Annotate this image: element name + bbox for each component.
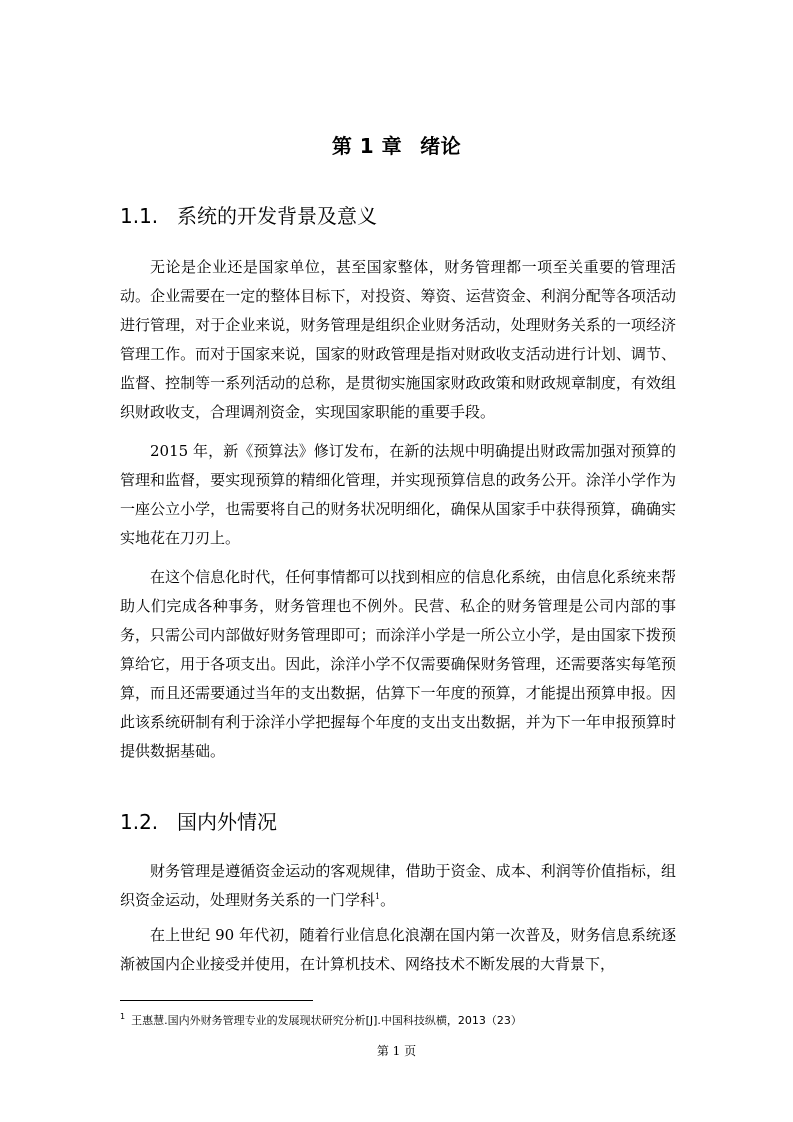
section-heading-1-1 bbox=[120, 200, 377, 229]
footnote-reference[interactable]: 1 bbox=[375, 892, 381, 901]
footnote-divider bbox=[120, 1000, 313, 1001]
paragraph-end: 。 bbox=[380, 891, 396, 909]
chapter-title bbox=[0, 130, 793, 159]
body-paragraph: 无论是企业还是国家单位，甚至国家整体，财务管理都一项至关重要的管理活动。企业需要在一定的整体目标下，对投资、筹资、运营资金、利润分配等各项活动进行管理，对于企业来说，财务管理是组织企业财务活动，处理财务关系的一项经济管理工作。而对于国家来说，国家的财政管理是指对财政收支活动进行计划、调节、监督、控制等一系列活动的总称，是贯彻实施国家财政政策和财政规章制度，有效组织财政收支，合理调剂资金，实现国家职能的重要手段。 bbox=[120, 258, 676, 421]
section-title: 系统的开发背景及意义 bbox=[177, 204, 377, 228]
section-number: 1.2. bbox=[120, 810, 159, 834]
body-paragraph: 2015 年，新《预算法》修订发布，在新的法规中明确提出财政需加强对预算的管理和监督，要实现预算的精细化管理，并实现预算信息的政务公开。涂洋小学作为一座公立小学，也需要将自己的财务状况明细化，确保从国家手中获得预算，确确实实地花在刀刃上。 bbox=[120, 442, 676, 547]
page-number: 第 1 页 bbox=[376, 1044, 417, 1058]
paragraph-text: 财务管理是遵循资金运动的客观规律，借助于资金、成本、利润等价值指标，组织资金运动，处理财务关系的一门学科 bbox=[120, 862, 676, 909]
body-paragraph: 在上世纪 90 年代初，随着行业信息化浪潮在国内第一次普及，财务信息系统逐渐被国内企业接受并使用，在计算机技术、网络技术不断发展的大背景下， bbox=[120, 926, 676, 973]
section-heading-1-2 bbox=[120, 806, 277, 835]
body-paragraph bbox=[120, 857, 676, 915]
section-title: 国内外情况 bbox=[177, 810, 277, 834]
chapter-number: 第 1 章 bbox=[331, 134, 403, 158]
chapter-name: 绪论 bbox=[420, 134, 462, 158]
footnote bbox=[120, 1012, 522, 1028]
footnote-text: 王惠慧.国内外财务管理专业的发展现状研究分析[J].中国科技纵横，2013（23） bbox=[131, 1014, 522, 1027]
footnote-mark: 1 bbox=[120, 1012, 126, 1022]
section-number: 1.1. bbox=[120, 204, 159, 228]
body-paragraph: 在这个信息化时代，任何事情都可以找到相应的信息化系统，由信息化系统来帮助人们完成各种事务，财务管理也不例外。民营、私企的财务管理是公司内部的事务，只需公司内部做好财务管理即可；而涂洋小学是一所公立小学，是由国家下拨预算给它，用于各项支出。因此，涂洋小学不仅需要确保财务管理，还需要落实每笔预算，而且还需要通过当年的支出数据，估算下一年度的预算，才能提出预算申报。因此该系统研制有利于涂洋小学把握每个年度的支出支出数据，并为下一年申报预算时提供数据基础。 bbox=[120, 568, 676, 760]
